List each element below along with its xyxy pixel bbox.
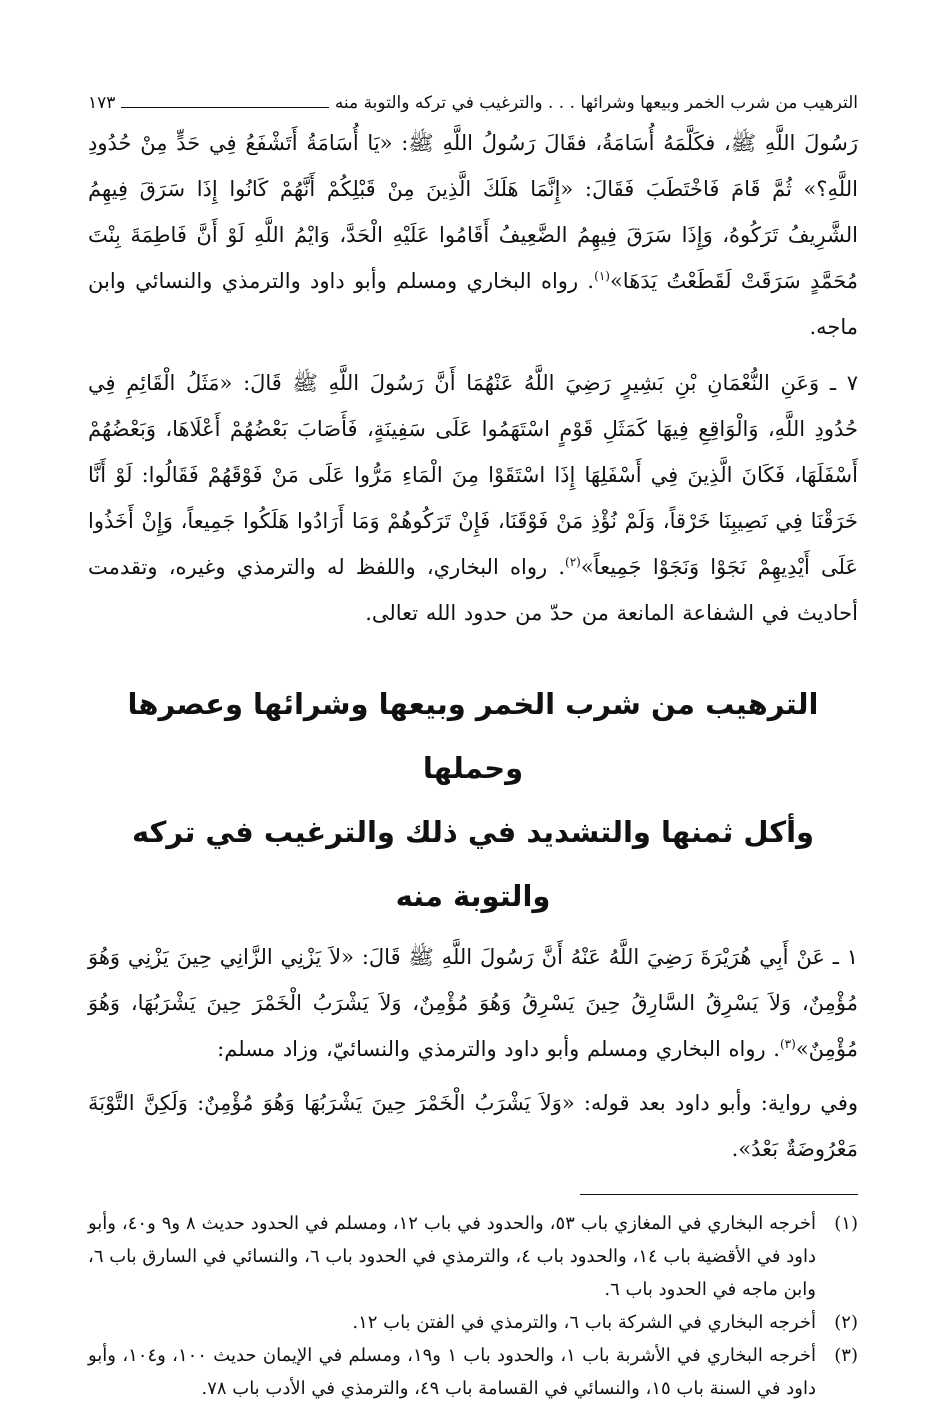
paragraph-text: ١ ـ عَنْ أَبِي هُرَيْرَةَ رَضِيَ اللَّهُ عَنْهُ أَنَّ رَسُولَ اللَّهِ ﷺ قَالَ: «لاَ يَزْنِي الزَّانِي حِينَ يَزْنِي وَهُوَ مُؤْمِنٌ، وَلاَ يَسْرِقُ السَّارِقُ حِينَ يَسْرِقُ وَهُوَ مُؤْمِنٌ، وَلاَ يَشْرَبُ الْخَمْرَ حِينَ يَشْرَبُهَا، وَهُوَ مُؤْمِنٌ» — [88, 945, 858, 1061]
paragraph-text: ٧ ـ وَعَنِ النُّعْمَانِ بْنِ بَشِيرٍ رَضِيَ اللَّهُ عَنْهُمَا أَنَّ رَسُولَ اللَّهِ ﷺ قَالَ: «مَثَلُ الْقَائِمِ فِي حُدُودِ اللَّهِ، وَالْوَاقِعِ فِيهَا كَمَثَلِ قَوْمٍ اسْتَهَمُوا عَلَى سَفِينَةٍ، فَأَصَابَ بَعْضُهُمْ أَعْلَاهَا، وَبَعْضُهُمْ أَسْفَلَهَا، فَكَانَ الَّذِينَ فِي أَسْفَلِهَا إِذَا اسْتَقَوْا مِنَ الْمَاءِ مَرُّوا عَلَى مَنْ فَوْقَهُمْ فَقَالُوا: لَوْ أَنَّا خَرَقْنَا فِي نَصِيبِنَا خَرْقاً، وَلَمْ نُؤْذِ مَنْ فَوْقَنَا، فَإِنْ تَرَكُوهُمْ وَمَا أَرَادُوا هَلَكُوا جَمِيعاً، وَإِنْ أَخَذُوا عَلَى أَيْدِيهِمْ نَجَوْا وَنَجَوْا جَمِيعاً» — [88, 371, 858, 579]
footnote-text: أخرجه البخاري في الشركة باب ٦، والترمذي في الفتن باب ١٢. — [352, 1312, 816, 1333]
hadith-paragraph — [88, 120, 858, 350]
footnote — [88, 1207, 858, 1306]
header-rule — [121, 107, 328, 108]
hadith-paragraph — [88, 360, 858, 636]
paragraph-tail: . رواه البخاري ومسلم وأبو داود والترمذي والنسائيّ، وزاد مسلم: — [217, 1037, 780, 1061]
hadith-paragraph — [88, 1080, 858, 1172]
footnote-marker: (٢) — [565, 555, 581, 569]
footnotes — [88, 1207, 858, 1405]
heading-line-1: الترهيب من شرب الخمر وبيعها وشرائها وعصرها وحملها — [127, 687, 819, 785]
footnote-separator — [580, 1194, 858, 1195]
footnote-text: أخرجه البخاري في المغازي باب ٥٣، والحدود في باب ١٢، ومسلم في الحدود حديث ٨ و٩ و٤٠، وأبو داود في الأقضية باب ١٤، والحدود باب ٤، والترمذي في الحدود باب ٦، والنسائي في السارق باب ٦، وابن ماجه في الحدود باب ٦. — [88, 1213, 816, 1300]
section-heading — [88, 672, 858, 928]
paragraph-text: وفي رواية: وأبو داود بعد قوله: «وَلاَ يَشْرَبُ الْخَمْرَ حِينَ يَشْرَبُهَا وَهُوَ مُؤْمِنٌ: وَلَكِنَّ التَّوْبَةَ مَعْرُوضَةٌ بَعْدُ». — [88, 1091, 858, 1161]
paragraph-text: رَسُولَ اللَّهِ ﷺ، فكَلَّمَهُ أُسَامَةُ، فقَالَ رَسُولُ اللَّهِ ﷺ: «يَا أُسَامَةُ أَتَشْفَعُ فِي حَدٍّ مِنْ حُدُودِ اللَّهِ؟» ثُمَّ قَامَ فَاخْتَطَبَ فَقَالَ: «إِنَّمَا هَلَكَ الَّذِينَ مِنْ قَبْلِكُمْ أَنَّهُمْ كَانُوا إِذَا سَرَقَ فِيهِمُ الشَّرِيفُ تَرَكُوهُ، وَإِذَا سَرَقَ فِيهِمُ الضَّعِيفُ أَقَامُوا عَلَيْهِ الْحَدَّ، وَايْمُ اللَّهِ لَوْ أَنَّ فَاطِمَةَ بِنْتَ مُحَمَّدٍ سَرَقَتْ لَقَطَعْتُ يَدَهَا» — [88, 131, 859, 293]
footnote-number: (٢) — [834, 1312, 858, 1333]
hadith-paragraph — [88, 934, 858, 1072]
footnote-marker: (٣) — [779, 1037, 796, 1051]
footnote-number: (٣) — [834, 1345, 858, 1366]
book-page — [88, 88, 858, 1405]
page-header — [88, 88, 858, 114]
footnote-marker: (١) — [594, 269, 610, 283]
paragraph-tail: . رواه البخاري ومسلم وأبو داود والترمذي والنسائي وابن ماجه. — [88, 269, 858, 339]
footnote-number: (١) — [834, 1213, 858, 1234]
footnote-text: أخرجه البخاري في الأشربة باب ١، والحدود باب ١ و١٩، ومسلم في الإيمان حديث ١٠٠، و١٠٤، وأبو داود في السنة باب ١٥، والنسائي في القسامة باب ٤٩، والترمذي في الأدب باب ٧٨. — [88, 1345, 816, 1399]
heading-line-2: وأكل ثمنها والتشديد في ذلك والترغيب في تركه والتوبة منه — [131, 815, 815, 913]
paragraph-tail: . رواه البخاري، واللفظ له والترمذي وغيره، وتقدمت أحاديث في الشفاعة المانعة من حدّ من حدود الله تعالى. — [88, 555, 858, 625]
page-number: ١٧٣ — [88, 93, 116, 113]
footnote — [88, 1339, 858, 1405]
running-title: الترهيب من شرب الخمر وبيعها وشرائها . . . والترغيب في تركه والتوبة منه — [334, 93, 858, 113]
footnote — [88, 1306, 858, 1339]
